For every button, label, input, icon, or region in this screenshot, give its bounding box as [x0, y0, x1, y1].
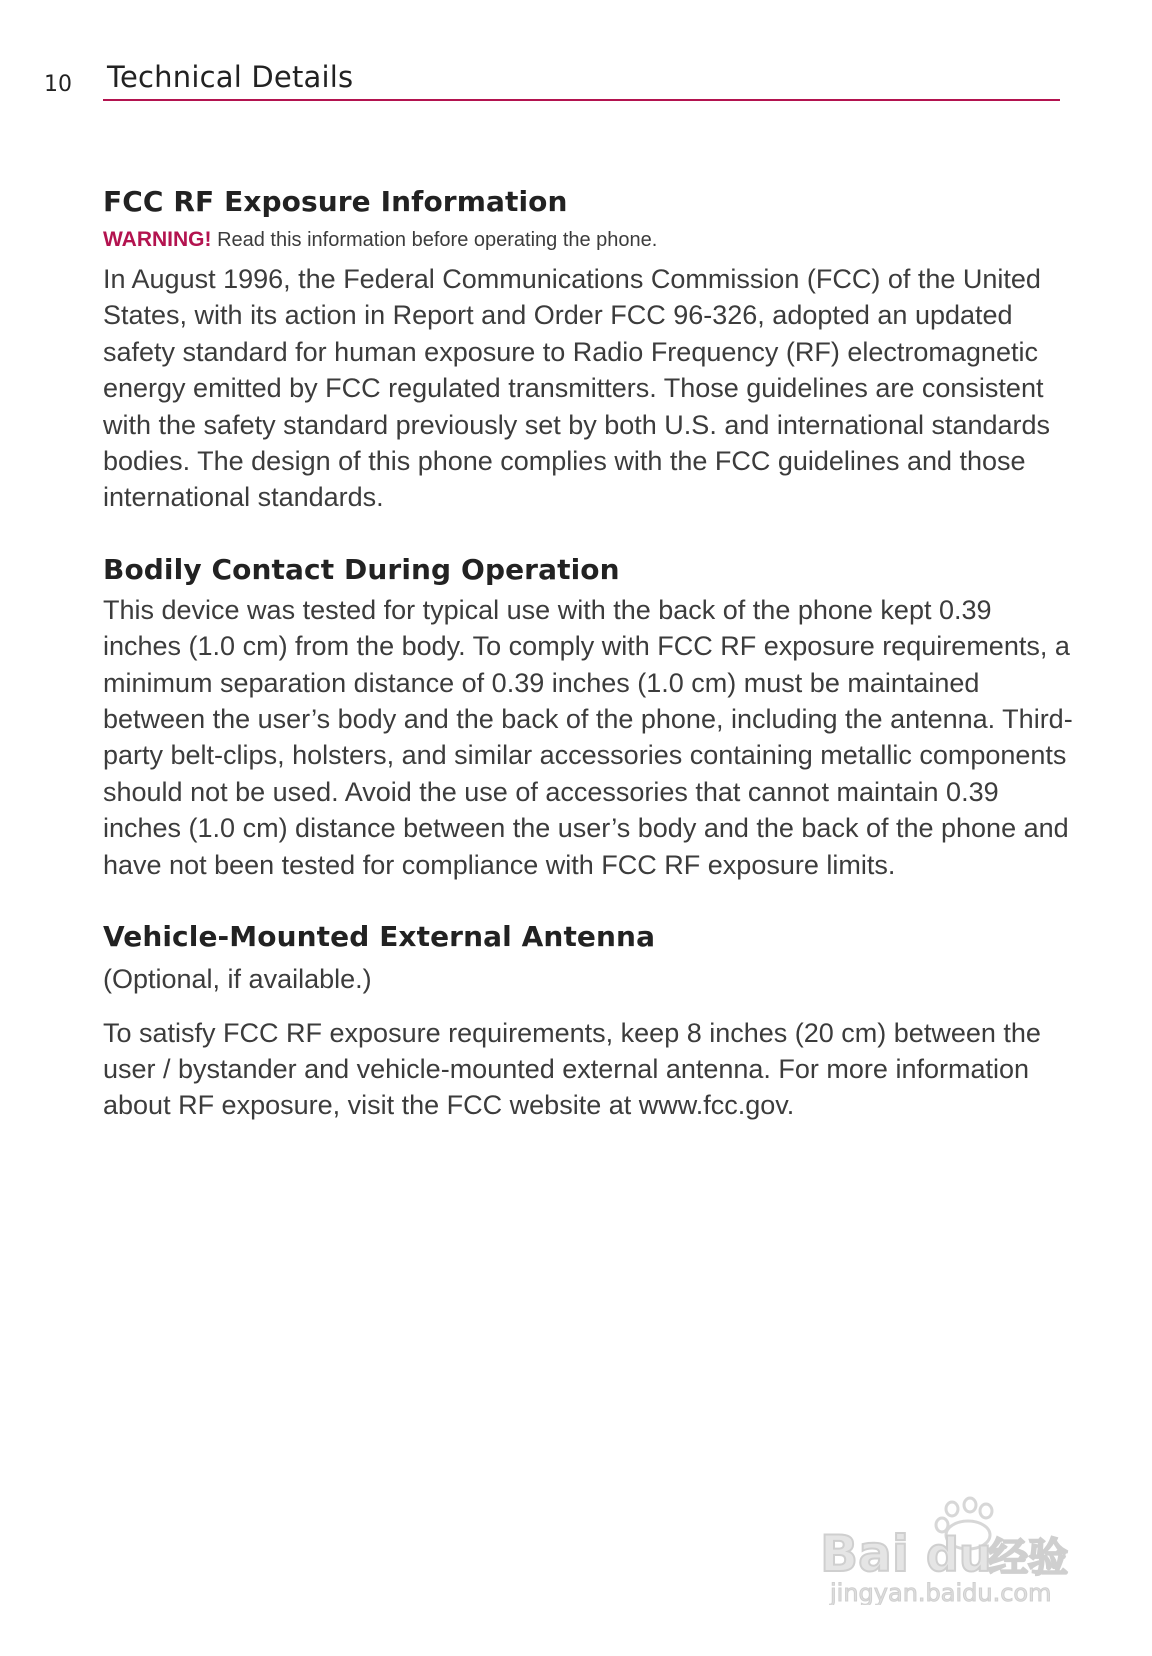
- section-vehicle-antenna: [103, 917, 1073, 1124]
- svg-text:Bai: Bai: [820, 1525, 909, 1583]
- warning-line: [103, 225, 1073, 255]
- svg-text:du: du: [926, 1528, 992, 1582]
- section-paragraph: To satisfy FCC RF exposure requirements, keep 8 inches (20 cm) between the user / bystander and vehicle-mounted external antenna. For more information about RF exposure, visit the FCC website at www.fcc.gov.: [103, 1017, 1041, 1121]
- section-paragraph: In August 1996, the Federal Communications Commission (FCC) of the United States, with its action in Report and Order FCC 96-326, adopted an updated safety standard for human exposure to Radio Frequency (RF) electromagnetic energy emitted by FCC regulated transmitters. Those guidelines are consistent with the safety standard previously set by both U.S. and international standards bodies. The design of this phone complies with the FCC guidelines and those international standards.: [103, 264, 1051, 513]
- svg-text:经验: 经验: [988, 1535, 1068, 1581]
- warning-text: Read this information before operating the phone.: [217, 229, 658, 251]
- page-number: 10: [44, 72, 72, 97]
- section-heading: FCC RF Exposure Information: [103, 185, 568, 218]
- header-title: Technical Details: [107, 60, 354, 94]
- page-content: [103, 182, 1073, 1124]
- section-bodily-contact: [103, 550, 1073, 883]
- section-paragraph: This device was tested for typical use with the back of the phone kept 0.39 inches (1.0 cm) from the body. To comply with FCC RF exposure requirements, a minimum separation distance of 0.39 inches (1.0 cm) must be maintained between the user’s body and the back of the phone, including the antenna. Third-party belt-clips, holsters, and similar accessories containing metallic components should not be used. Avoid the use of accessories that cannot maintain 0.39 inches (1.0 cm) distance between the user’s body and the back of the phone and have not been tested for compliance with FCC RF exposure limits.: [103, 594, 1073, 880]
- svg-text:jingyan.baidu.com: jingyan.baidu.com: [830, 1579, 1052, 1605]
- header-rule: [103, 99, 1060, 101]
- section-heading: Vehicle-Mounted External Antenna: [103, 920, 656, 954]
- warning-label: WARNING!: [103, 228, 212, 251]
- section-note: (Optional, if available.): [103, 964, 372, 995]
- page-header: [40, 56, 1060, 102]
- section-fcc-rf-exposure: [103, 182, 1073, 516]
- baidu-watermark-logo: [820, 1495, 1100, 1605]
- section-heading: Bodily Contact During Operation: [103, 552, 620, 586]
